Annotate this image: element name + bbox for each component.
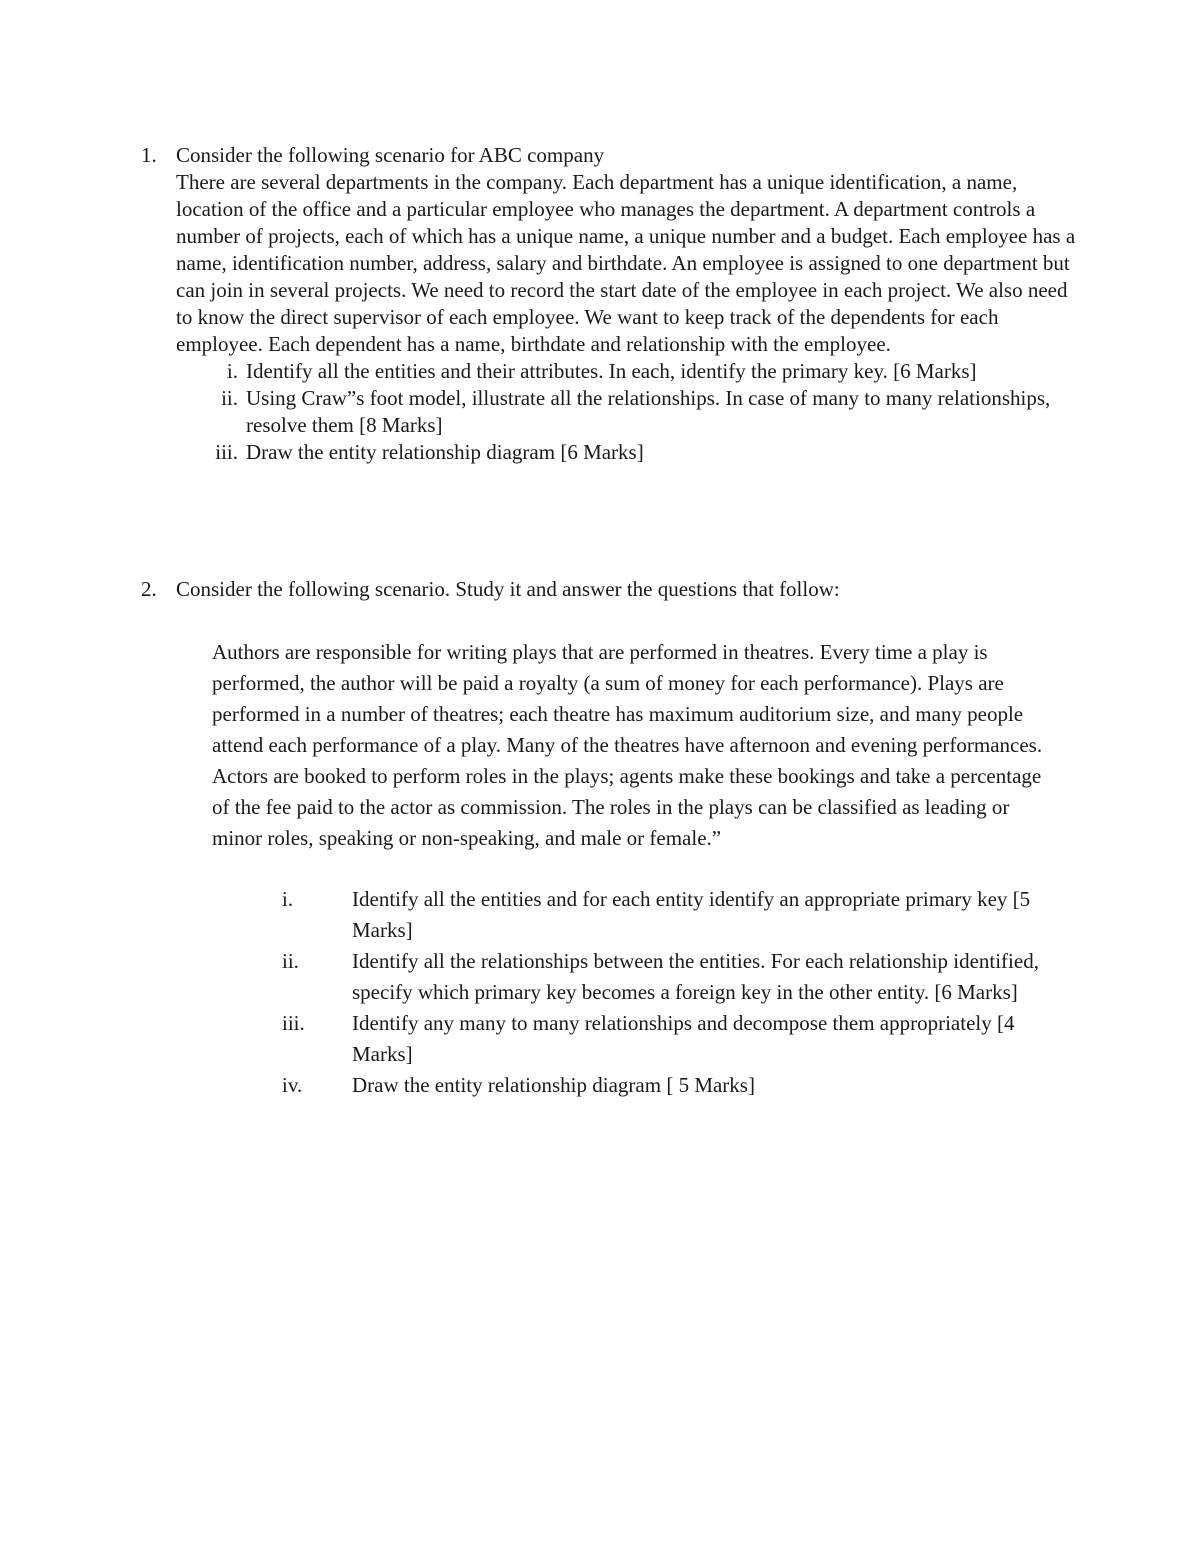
question-2-item-ii [282, 946, 1062, 1008]
question-1-title: Consider the following scenario for ABC company [176, 143, 605, 167]
item-numeral: iv. [282, 1073, 303, 1097]
question-1-item-i [176, 358, 1076, 385]
item-numeral: i. [226, 359, 238, 383]
item-text: Identify all the relationships between the entities. For each relationship identified, specify which primary key becomes a foreign key in the other entity. [6 Marks] [352, 949, 1039, 1004]
question-2-item-i [282, 884, 1062, 946]
item-numeral: iii. [282, 1011, 305, 1035]
question-2-item-iv [282, 1070, 1062, 1101]
question-1-body [176, 142, 1076, 466]
question-2-scenario-block [212, 637, 1062, 854]
item-text: Using Craw”s foot model, illustrate all the relationships. In case of many to many relationships, resolve them [8 Marks] [246, 386, 1051, 437]
question-1-item-ii [176, 385, 1076, 439]
question-2-number: 2. [141, 577, 157, 601]
question-2-item-iii [282, 1008, 1062, 1070]
item-text: Draw the entity relationship diagram [ 5 Marks] [352, 1073, 755, 1097]
question-1-scenario: There are several departments in the company. Each department has a unique identification, a name, location of the office and a particular employee who manages the department. A department controls a number of projects, each of which has a unique name, a unique number and a budget. Each employee has a name, identification number, address, salary and birthdate. An employee is assigned to one department but can join in several projects. We need to record the start date of the employee in each project. We also need to know the direct supervisor of each employee. We want to keep track of the dependents for each employee. Each dependent has a name, birthdate and relationship with the employee. [176, 170, 1076, 356]
item-numeral: ii. [221, 386, 238, 410]
item-numeral: i. [282, 887, 294, 911]
question-1-subquestions [176, 358, 1076, 466]
question-2-scenario: Authors are responsible for writing plays that are performed in theatres. Every time a play is performed, the author will be paid a royalty (a sum of money for each performance). Plays are performed in a number of theatres; each theatre has maximum auditorium size, and many people attend each performance of a play. Many of the theatres have afternoon and evening performances. Actors are booked to perform roles in the plays; agents make these bookings and take a percentage of the fee paid to the actor as commission. The roles in the plays can be classified as leading or minor roles, speaking or non-speaking, and male or female.” [212, 640, 1043, 850]
item-text: Identify any many to many relationships and decompose them appropriately [4 Marks] [352, 1011, 1015, 1066]
item-text: Identify all the entities and for each entity identify an appropriate primary key [5 Marks] [352, 887, 1031, 942]
item-text: Draw the entity relationship diagram [6 Marks] [246, 440, 644, 464]
question-1-item-iii [176, 439, 1076, 466]
question-2-subquestions [282, 884, 1062, 1101]
question-2-title: Consider the following scenario. Study it and answer the questions that follow: [176, 577, 840, 601]
question-1-number: 1. [141, 143, 157, 167]
item-numeral: iii. [215, 440, 238, 464]
item-numeral: ii. [282, 949, 299, 973]
item-text: Identify all the entities and their attributes. In each, identify the primary key. [6 Marks] [246, 359, 977, 383]
